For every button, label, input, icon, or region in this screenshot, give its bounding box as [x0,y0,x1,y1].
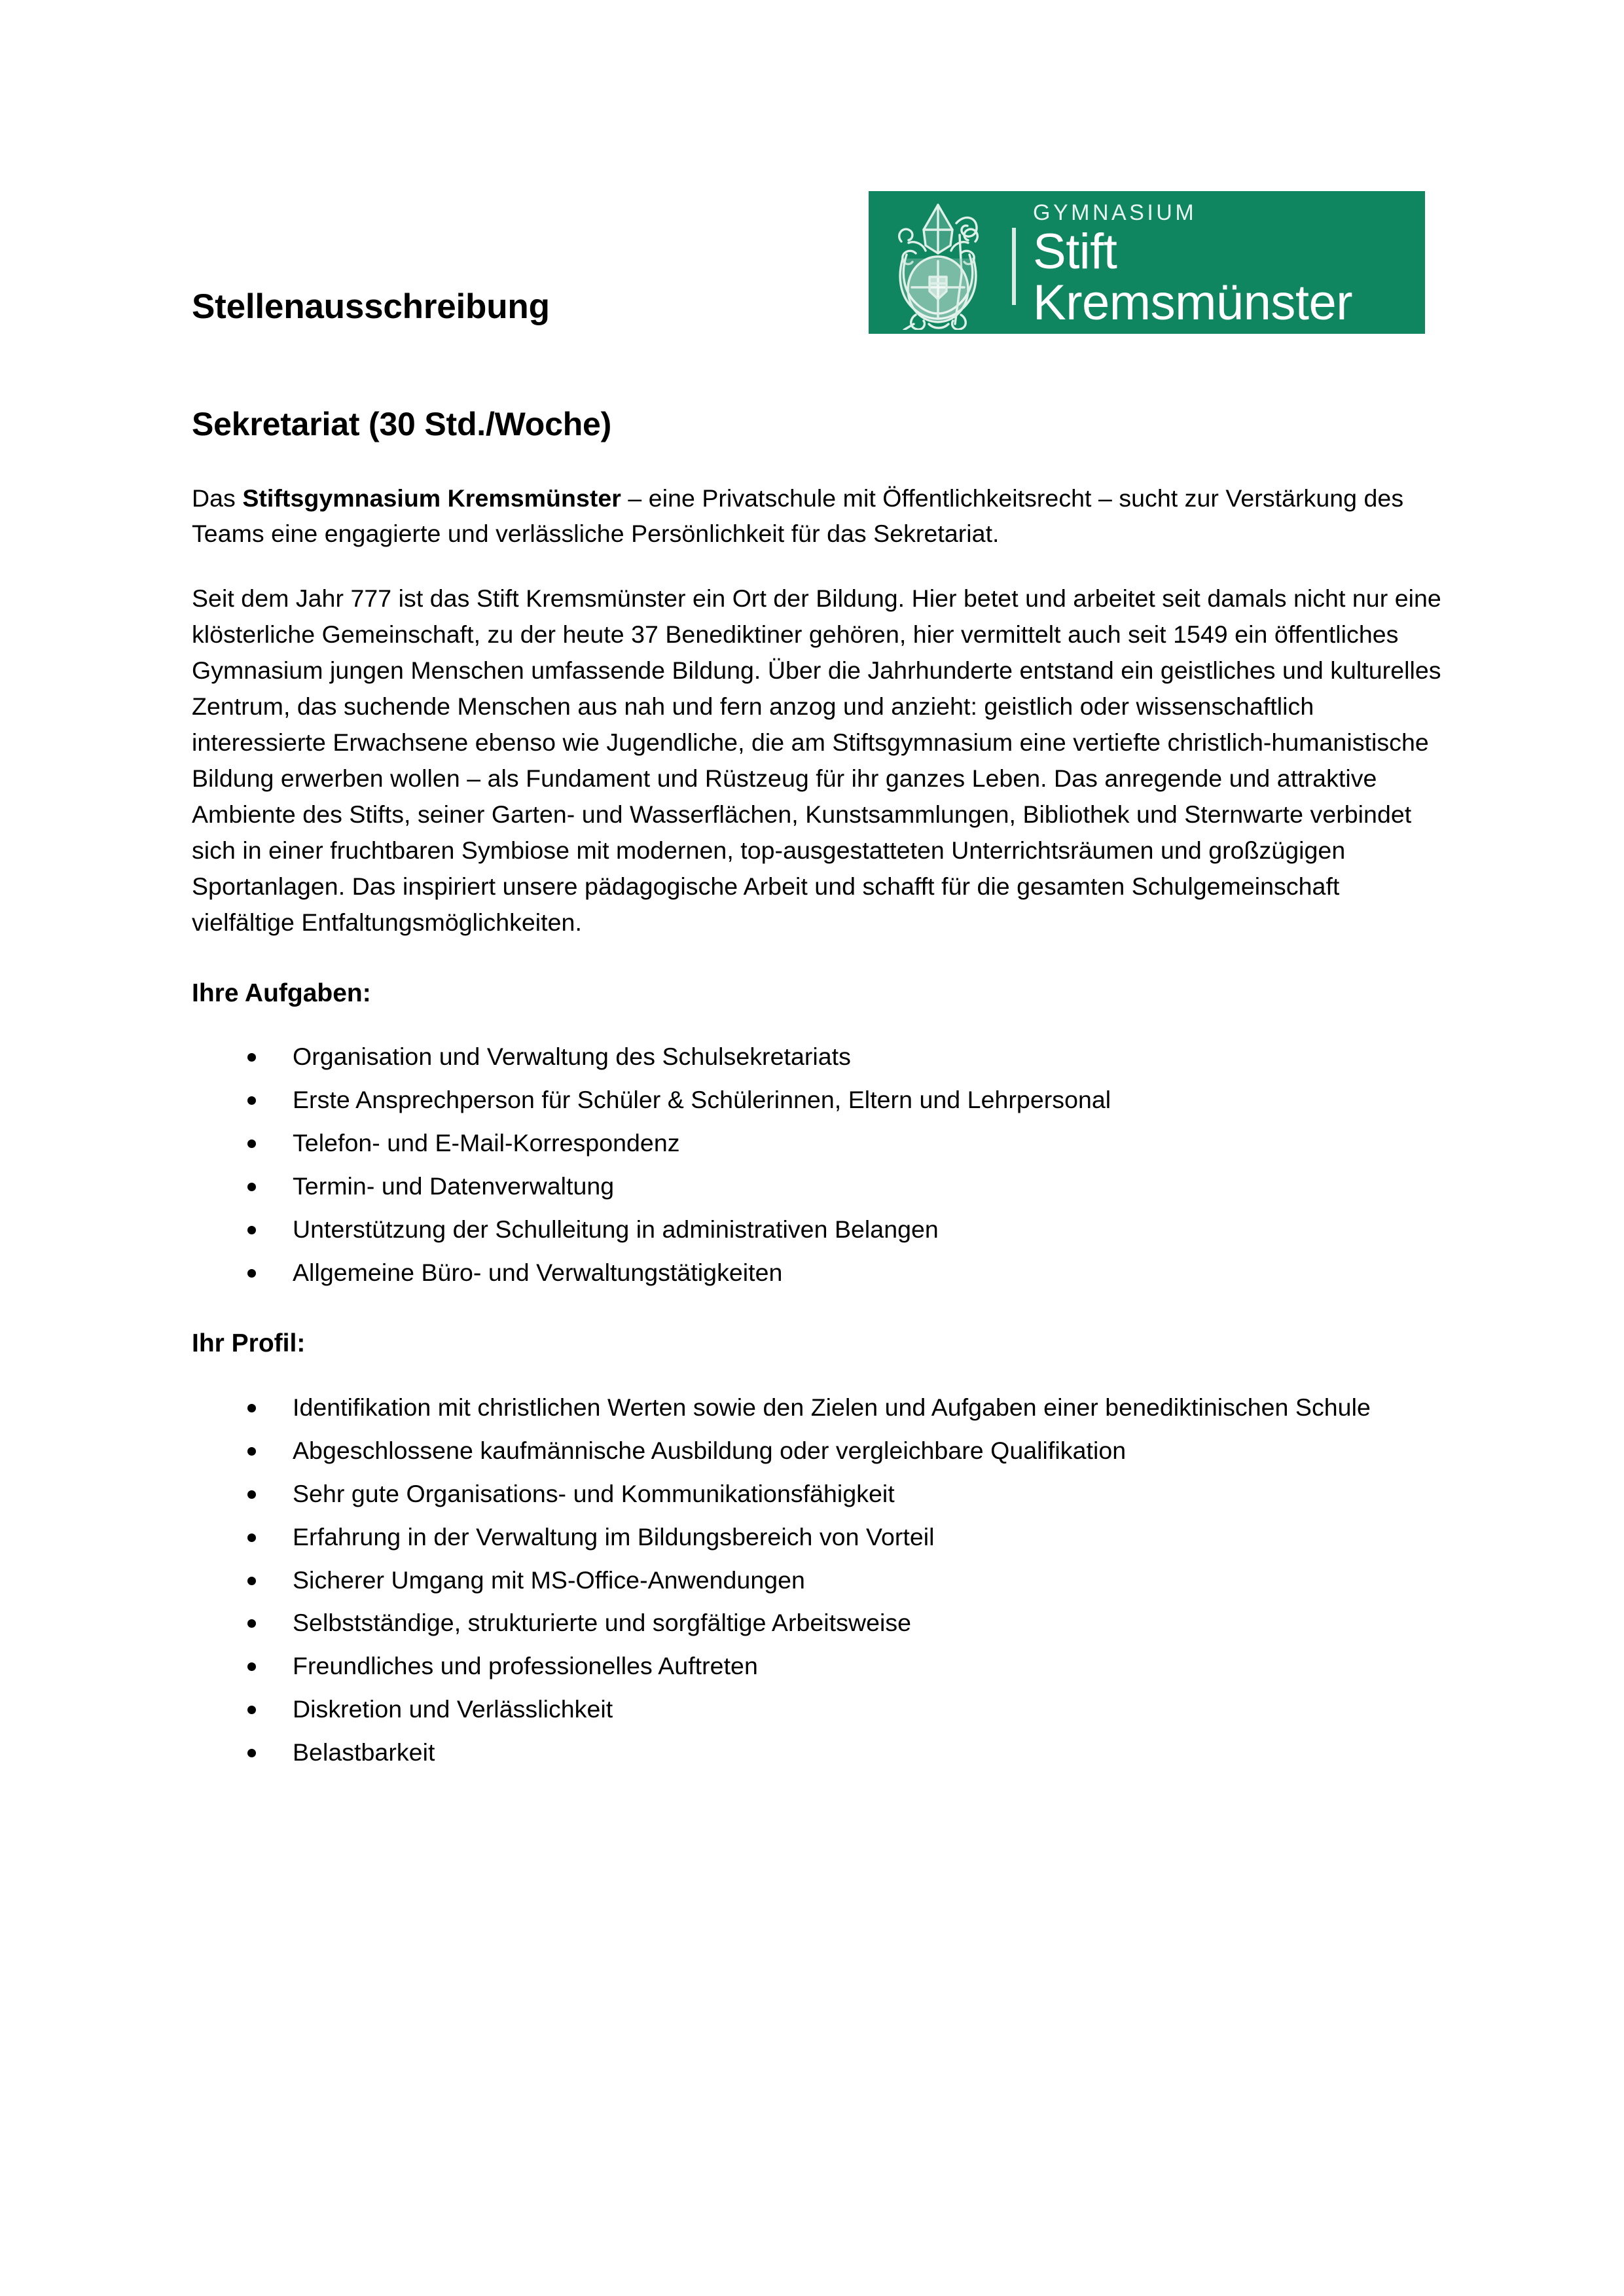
spacer [192,1010,1443,1039]
list-item [192,1390,1443,1426]
bullet-icon [247,1577,256,1585]
bullet-icon [247,1447,256,1456]
list-item-label: Telefon- und E-Mail-Korrespondenz [293,1129,680,1157]
intro-suffix: – eine Privatschule mit Öffentlichkeitsrecht – sucht zur Verstärkung des Teams eine engagierte und verlässliche Persönlichkeit für das Sekretariat. [192,484,1404,548]
intro-paragraph [192,480,1443,552]
list-item-label: Diskretion und Verlässlichkeit [293,1695,613,1723]
tasks-heading: Ihre Aufgaben: [192,978,371,1007]
list-item [192,1168,1443,1204]
document-body [192,406,1443,1770]
bullet-icon [247,1619,256,1628]
profile-heading: Ihr Profil: [192,1329,306,1358]
document-header [0,0,1624,367]
bullet-icon [247,1183,256,1191]
tasks-list [192,1039,1443,1291]
list-item [192,1648,1443,1684]
list-item-label: Selbstständige, strukturierte und sorgfältige Arbeitsweise [293,1609,912,1637]
list-item [192,1519,1443,1555]
profile-list [192,1390,1443,1770]
list-item [192,1476,1443,1512]
bullet-icon [247,1053,256,1062]
list-item-label: Erste Ansprechperson für Schüler & Schülerinnen, Eltern und Lehrpersonal [293,1086,1111,1114]
list-item [192,1255,1443,1291]
bullet-icon [247,1269,256,1278]
bullet-icon [247,1404,256,1412]
bullet-icon [247,1096,256,1105]
list-item [192,1605,1443,1641]
list-item-label: Allgemeine Büro- und Verwaltungstätigkeiten [293,1259,783,1287]
job-title: Sekretariat (30 Std./Woche) [192,406,612,442]
list-item [192,1734,1443,1770]
bullet-icon [247,1226,256,1234]
bullet-icon [247,1706,256,1714]
list-item-label: Erfahrung in der Verwaltung im Bildungsbereich von Vorteil [293,1522,935,1551]
list-item-label: Sicherer Umgang mit MS-Office-Anwendungen [293,1566,805,1594]
list-item [192,1211,1443,1247]
list-item [192,1691,1443,1727]
logo-wordmark [1033,196,1425,331]
logo-divider [1012,228,1016,305]
list-item [192,1562,1443,1598]
school-logo [869,191,1425,334]
logo-name: Stift Kremsmünster [1033,224,1353,331]
list-item-label: Abgeschlossene kaufmännische Ausbildung oder vergleichbare Qualifikation [293,1436,1127,1464]
spacer [192,941,1443,977]
spacer [192,444,1443,480]
about-paragraph: Seit dem Jahr 777 ist das Stift Kremsmünster ein Ort der Bildung. Hier betet und arbeitet seit damals nicht nur eine klösterliche Gemeinschaft, zu der heute 37 Benediktiner gehören, hier vermittelt auch seit 1549 ein öffentliches Gymnasium jungen Menschen umfassende Bildung. Über die Jahrhunderte entstand ein geistliches und kulturelles Zentrum, das suchende Menschen aus nah und fern anzog und anzieht: geistlich oder wissenschaftlich interessierte Erwachsene ebenso wie Jugendliche, die am Stiftsgymnasium eine vertiefte christlich-humanistische Bildung erwerben wollen – als Fundament und Rüstzeug für ihr ganzes Leben. Das anregende und attraktive Ambiente des Stifts, seiner Garten- und Wasserflächen, Kunstsammlungen, Bibliothek und Sternwarte verbindet sich in einer fruchtbaren Symbiose mit modernen, top-ausgestatteten Unterrichtsräumen und großzügigen Sportanlagen. Das inspiriert unsere pädagogische Arbeit und schafft für die gesamten Schulgemeinschaft vielfältige Entfaltungsmöglichkeiten. [192,584,1441,936]
spacer [192,1291,1443,1327]
list-item-label: Termin- und Datenverwaltung [293,1172,615,1200]
bullet-icon [247,1749,256,1757]
list-item-label: Sehr gute Organisations- und Kommunikationsfähigkeit [293,1479,895,1507]
intro-bold-school-name: Stiftsgymnasium Kremsmünster [242,484,621,512]
list-item [192,1039,1443,1075]
list-item-label: Freundliches und professionelles Auftreten [293,1652,758,1680]
bullet-icon [247,1534,256,1542]
abbey-coat-of-arms-icon [878,196,999,330]
document-title: Stellenausschreibung [192,287,550,326]
intro-prefix: Das [192,484,243,512]
list-item-label: Organisation und Verwaltung des Schulsekretariats [293,1043,851,1071]
bullet-icon [247,1662,256,1671]
spacer [192,552,1443,581]
bullet-icon [247,1139,256,1148]
logo-subtitle: GYMNASIUM [1033,200,1197,226]
list-item [192,1082,1443,1118]
bullet-icon [247,1490,256,1499]
list-item-label: Unterstützung der Schulleitung in administrativen Belangen [293,1215,939,1244]
list-item [192,1125,1443,1161]
list-item-label: Belastbarkeit [293,1738,435,1767]
spacer [192,1361,1443,1390]
list-item [192,1433,1443,1469]
list-item-label: Identifikation mit christlichen Werten sowie den Zielen und Aufgaben einer benediktinischen Schule [293,1393,1371,1421]
